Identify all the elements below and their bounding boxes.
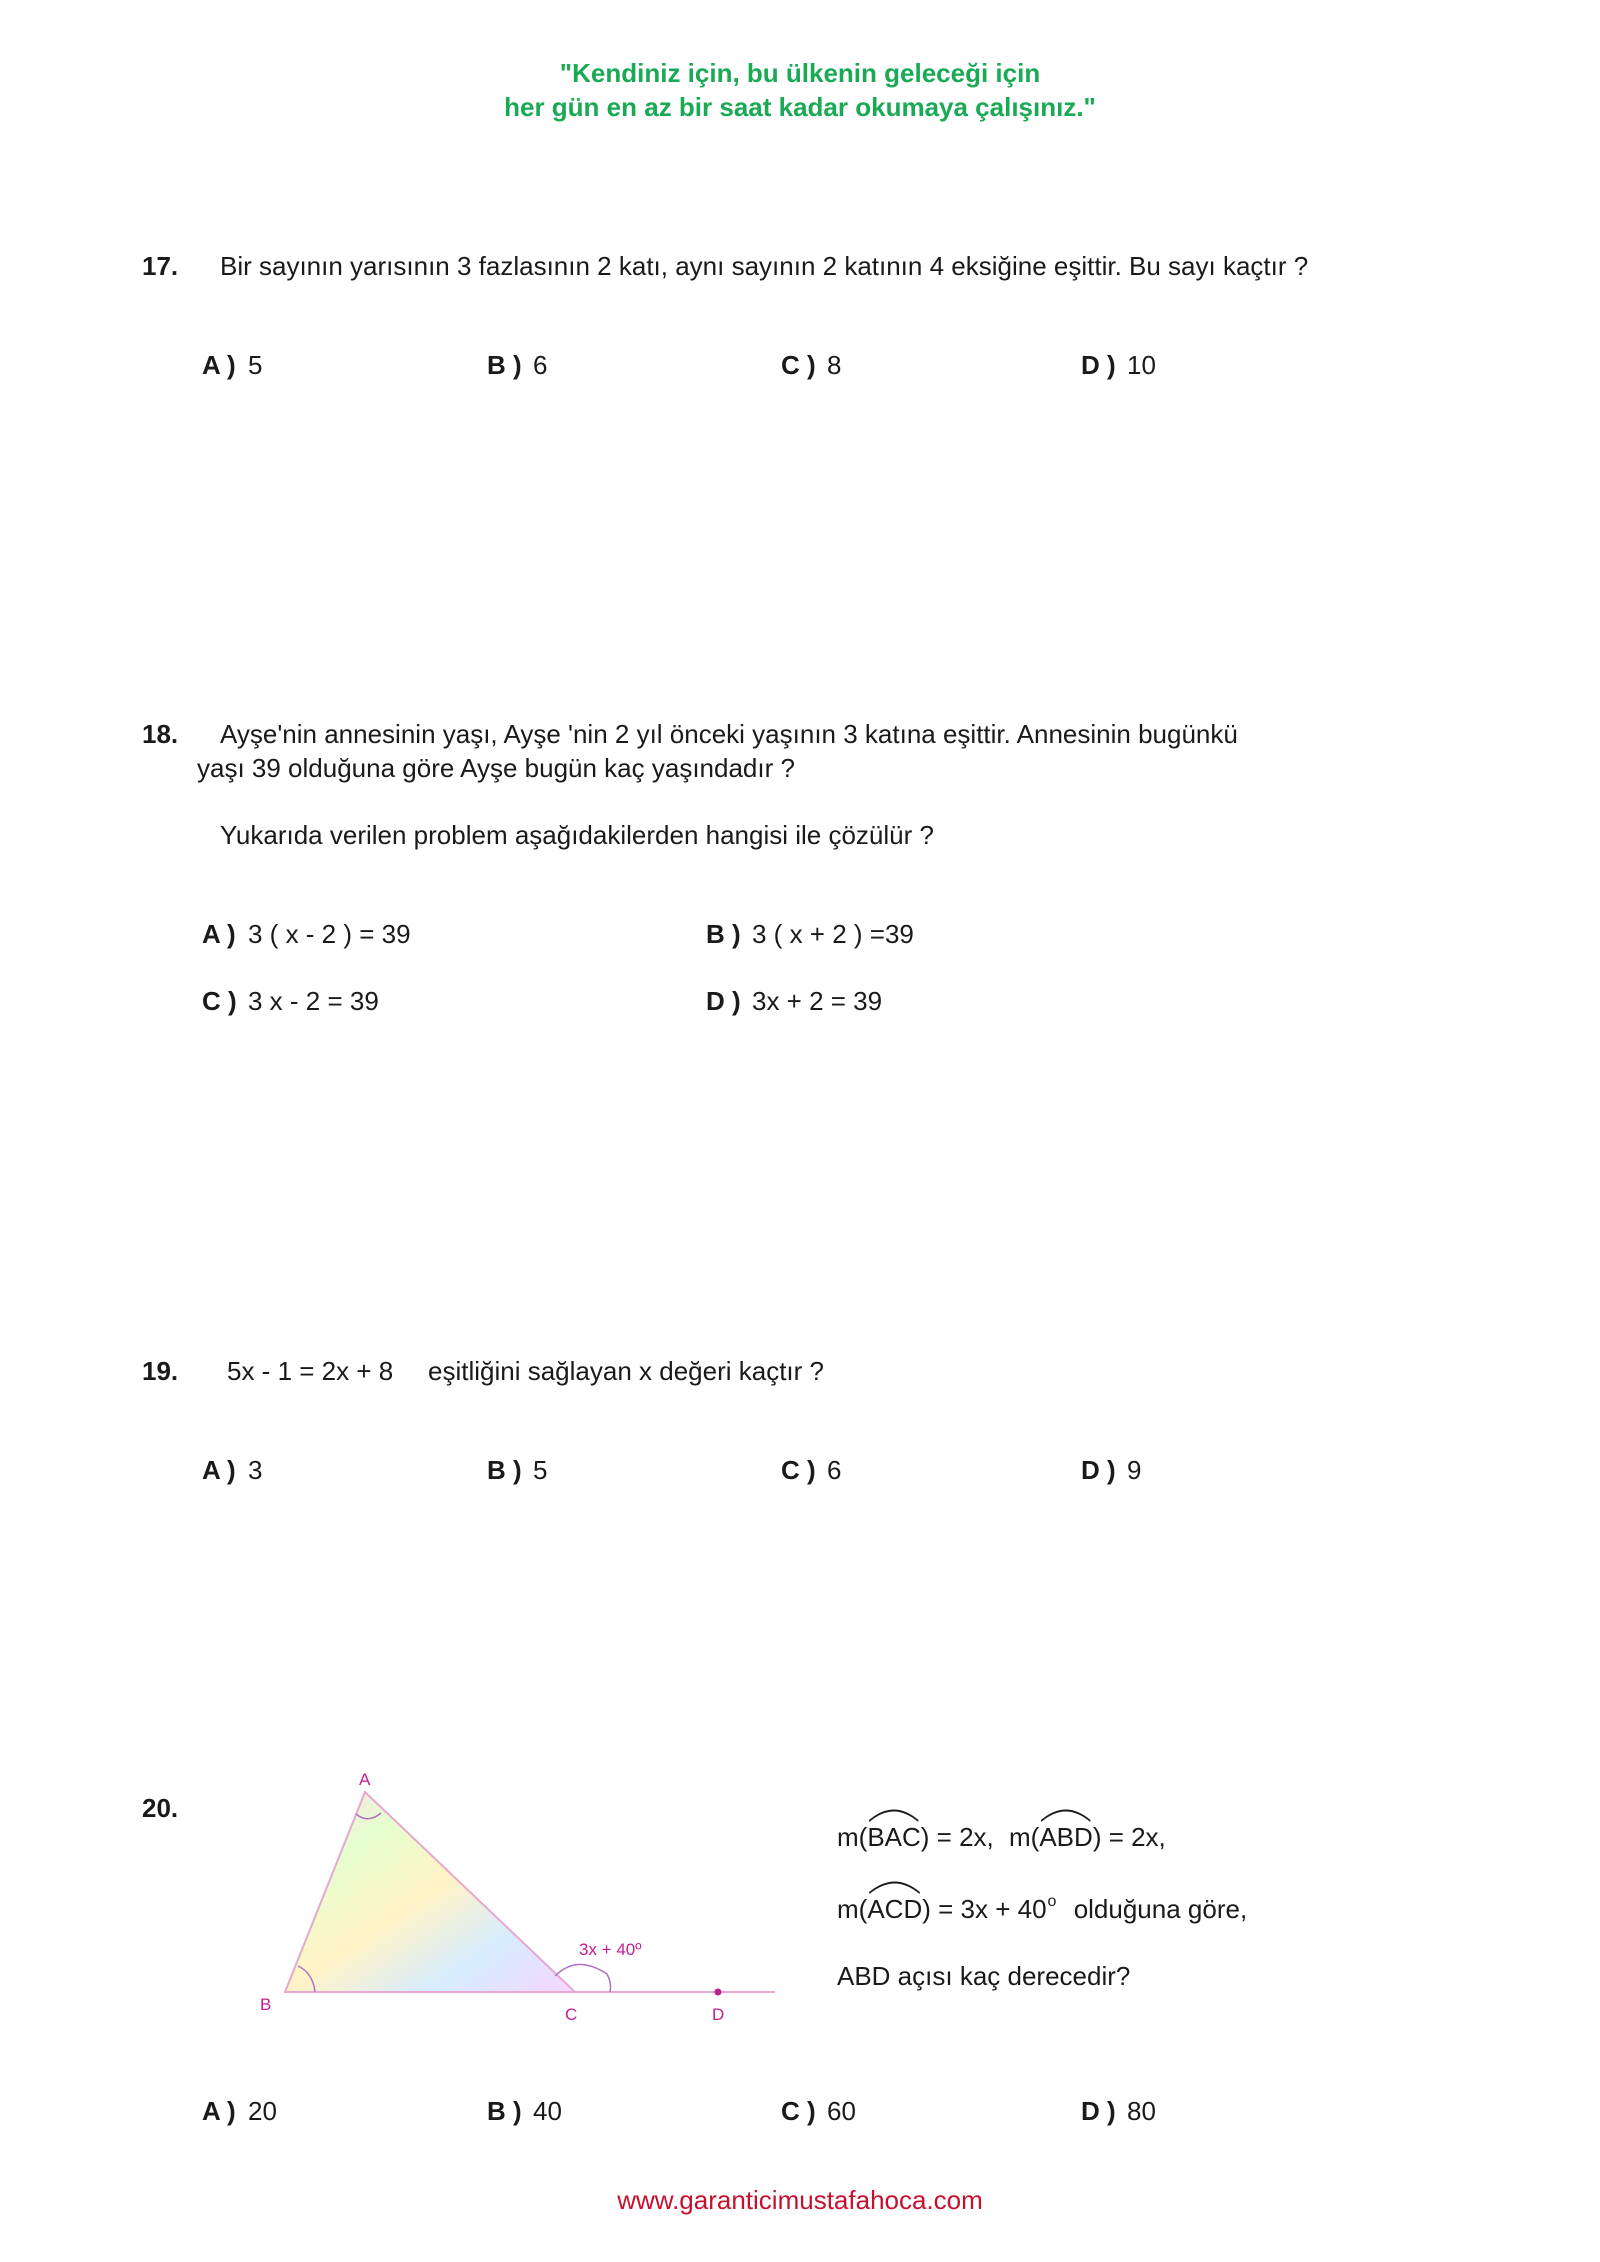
- question-20-line2: [837, 1894, 1247, 1925]
- option-letter: B ): [487, 2096, 522, 2126]
- eq-2x-a: ) = 2x,: [920, 1822, 994, 1852]
- option-letter: C ): [781, 2096, 816, 2126]
- m-prefix: m(: [837, 1822, 868, 1852]
- label-b: B: [260, 1995, 272, 2014]
- angle-acd-text: ACD: [867, 1894, 923, 1924]
- angle-bac-text: BAC: [867, 1822, 921, 1852]
- angle-bac: [867, 1822, 920, 1853]
- q20-option-b[interactable]: [487, 2096, 562, 2127]
- q19-option-b[interactable]: [487, 1455, 547, 1486]
- label-a: A: [359, 1770, 371, 1789]
- option-value: 80: [1127, 2096, 1156, 2126]
- question-20-line1: [837, 1822, 1166, 1853]
- option-letter: C ): [781, 1455, 816, 1485]
- q20-option-c[interactable]: [781, 2096, 856, 2127]
- q17-option-c[interactable]: [781, 350, 841, 381]
- option-letter: D ): [1081, 1455, 1116, 1485]
- q20-option-a[interactable]: [202, 2096, 277, 2127]
- option-letter: D ): [1081, 350, 1116, 380]
- option-letter: A ): [202, 919, 236, 949]
- question-17-text: Bir sayının yarısının 3 fazlasının 2 katı, aynı sayının 2 katının 4 eksiğine eşittir. Bu sayı kaçtır ?: [220, 251, 1309, 281]
- q18-option-a[interactable]: [202, 919, 411, 950]
- q17-option-d[interactable]: [1081, 350, 1156, 381]
- eq-2x-b: ) = 2x,: [1092, 1822, 1166, 1852]
- option-value: 3 x - 2 = 39: [248, 986, 379, 1016]
- option-letter: D ): [706, 986, 741, 1016]
- question-19-text: eşitliğini sağlayan x değeri kaçtır ?: [428, 1356, 824, 1386]
- option-letter: A ): [202, 1455, 236, 1485]
- degree-symbol: o: [1047, 1893, 1057, 1910]
- q18-option-d[interactable]: [706, 986, 882, 1017]
- label-d: D: [712, 2005, 725, 2024]
- label-c: C: [565, 2005, 578, 2024]
- option-letter: B ): [706, 919, 741, 949]
- option-value: 3x + 2 = 39: [752, 986, 883, 1016]
- option-value: 3: [248, 1455, 263, 1485]
- q18-option-b[interactable]: [706, 919, 914, 950]
- condition-tail: olduğuna göre,: [1073, 1894, 1248, 1924]
- triangle-abc: [285, 1792, 575, 1992]
- question-18-line1: Ayşe'nin annesinin yaşı, Ayşe 'nin 2 yıl önceki yaşının 3 katına eşittir. Annesinin bugünkü: [220, 719, 1238, 749]
- option-value: 3 ( x - 2 ) = 39: [248, 919, 411, 949]
- option-value: 5: [248, 350, 263, 380]
- option-letter: A ): [202, 350, 236, 380]
- option-value: 3 ( x + 2 ) =39: [752, 919, 914, 949]
- point-d: [715, 1989, 722, 1996]
- q19-option-a[interactable]: [202, 1455, 262, 1486]
- q17-option-a[interactable]: [202, 350, 262, 381]
- q20-option-d[interactable]: [1081, 2096, 1156, 2127]
- q19-option-d[interactable]: [1081, 1455, 1141, 1486]
- header-quote-line2: her gün en az bir saat kadar okumaya çalışınız.": [504, 92, 1096, 122]
- question-20-line3: ABD açısı kaç derecedir?: [837, 1961, 1131, 1991]
- question-18-prompt: Yukarıda verilen problem aşağıdakilerden hangisi ile çözülür ?: [220, 820, 934, 850]
- option-value: 40: [533, 2096, 562, 2126]
- question-18-number: 18.: [142, 719, 179, 749]
- option-value: 10: [1127, 350, 1156, 380]
- option-letter: C ): [781, 350, 816, 380]
- option-value: 20: [248, 2096, 277, 2126]
- m-prefix: m(: [1009, 1822, 1040, 1852]
- option-value: 60: [827, 2096, 856, 2126]
- question-19-equation: 5x - 1 = 2x + 8: [227, 1356, 394, 1386]
- angle-acd: [867, 1894, 922, 1925]
- question-20-number: 20.: [142, 1793, 179, 1823]
- header-quote-line1: "Kendiniz için, bu ülkenin geleceği için: [559, 58, 1041, 88]
- option-value: 8: [827, 350, 842, 380]
- q19-option-c[interactable]: [781, 1455, 841, 1486]
- option-letter: A ): [202, 2096, 236, 2126]
- option-value: 5: [533, 1455, 548, 1485]
- triangle-figure: [255, 1760, 795, 2040]
- eq-3x-40: ) = 3x + 40: [922, 1894, 1047, 1924]
- option-value: 9: [1127, 1455, 1142, 1485]
- angle-abd-text: ABD: [1039, 1822, 1093, 1852]
- option-letter: B ): [487, 1455, 522, 1485]
- q17-option-b[interactable]: [487, 350, 547, 381]
- angle-abd: [1039, 1822, 1092, 1853]
- option-letter: B ): [487, 350, 522, 380]
- question-19-number: 19.: [142, 1356, 179, 1386]
- option-value: 6: [533, 350, 548, 380]
- option-letter: C ): [202, 986, 237, 1016]
- footer-website-link[interactable]: www.garanticimustafahoca.com: [617, 2185, 983, 2215]
- question-18-line2: yaşı 39 olduğuna göre Ayşe bugün kaç yaşındadır ?: [197, 753, 795, 783]
- option-value: 6: [827, 1455, 842, 1485]
- q18-option-c[interactable]: [202, 986, 379, 1017]
- question-17-number: 17.: [142, 251, 179, 281]
- option-letter: D ): [1081, 2096, 1116, 2126]
- angle-label: 3x + 40º: [579, 1940, 642, 1959]
- m-prefix: m(: [837, 1894, 868, 1924]
